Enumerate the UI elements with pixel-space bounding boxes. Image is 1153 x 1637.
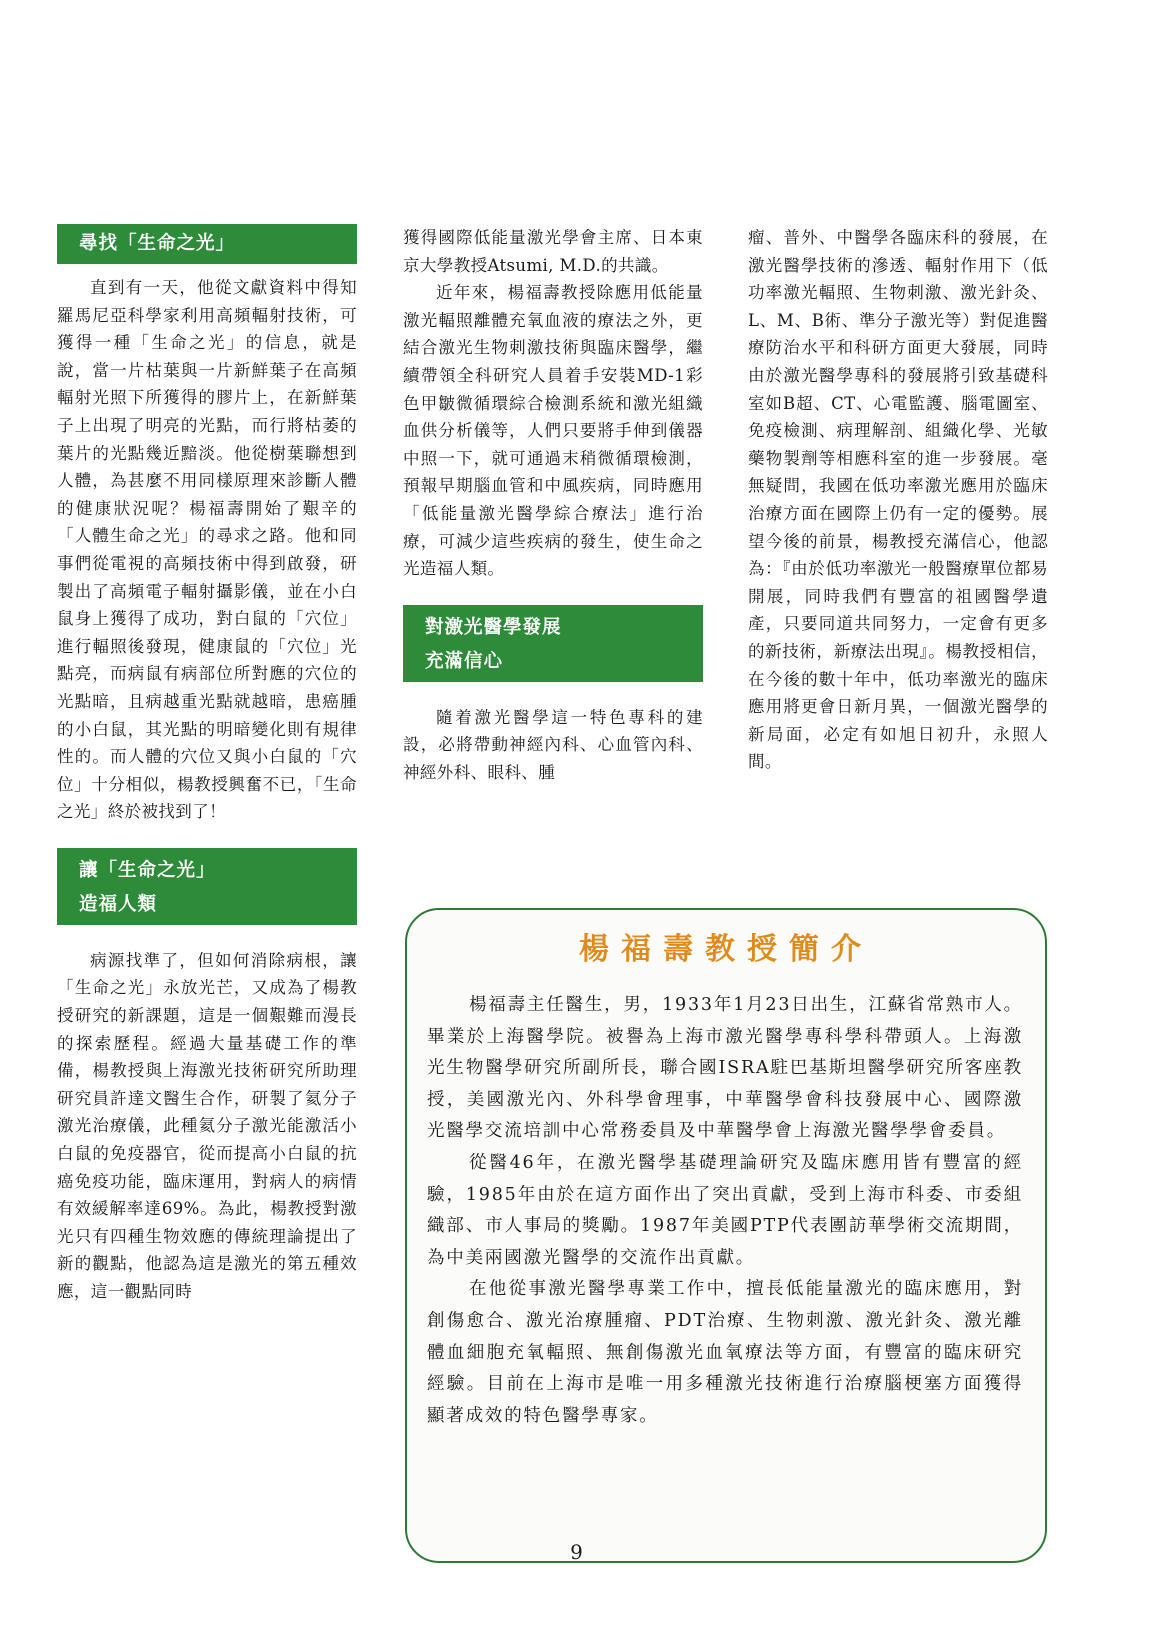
article-paragraph: 近年來，楊福壽教授除應用低能量激光輻照離體充氧血液的療法之外，更結合激光生物刺激技術與臨床醫學，繼續帶領全科研究人員着手安裝MD-1彩色甲皺微循環綜合檢測系統和激光組織血供分析儀等，人們只要將手伸到儀器中照一下，就可通過末稍微循環檢測，預報早期腦血管和中風疾病，同時應用「低能量激光醫學綜合療法」進行治療，可減少這些疾病的發生，使生命之光造福人類。 [403,283,703,579]
profile-paragraph: 楊福壽主任醫生，男，1933年1月23日出生，江蘇省常熟市人。畢業於上海醫學院。被譽為上海市激光醫學專科學科帶頭人。上海激光生物醫學研究所副所長，聯合國ISRA駐巴基斯坦醫學研究所客座教授，美國激光內、外科學會理事，中華醫學會科技發展中心、國際激光醫學交流培訓中心常務委員及中華醫學會上海激光醫學學會委員。 [427,995,1023,1142]
heading-line: 充滿信心 [425,650,504,672]
column-2 [403,224,703,787]
heading-line: 造福人類 [79,893,158,915]
column-1 [57,224,357,1306]
article-paragraph: 瘤、普外、中醫學各臨床科的發展，在激光醫學技術的滲透、輻射作用下（低功率激光輻照、生物刺激、激光針灸、L、M、B術、準分子激光等）對促進醫療防治水平和科研方面更大發展，同時由於激光醫學專科的發展將引致基礎科室如B超、CT、心電監護、腦電圖室、免疫檢測、病理解剖、組織化學、光敏藥物製劑等相應科室的進一步發展。毫無疑問，我國在低功率激光應用於臨床治療方面在國際上仍有一定的優勢。展望今後的前景，楊教授充滿信心，他認為：『由於低功率激光一般醫療單位都易開展，同時我們有豐富的祖國醫學遺產，只要同道共同努力，一定會有更多的新技術，新療法出現』。楊教授相信，在今後的數十年中，低功率激光的臨床應用將更會日新月異，一個激光醫學的新局面，必定有如旭日初升，永照人間。 [748,228,1048,772]
section-heading-confidence [403,605,703,682]
article-paragraph: 隨着激光醫學這一特色專科的建設，必將帶動神經內科、心血管內科、神經外科、眼科、腫 [403,707,703,782]
profile-paragraph: 從醫46年，在激光醫學基礎理論研究及臨床應用皆有豐富的經驗，1985年由於在這方面作出了突出貢獻，受到上海市科委、市委組織部、市人事局的獎勵。1987年美國PTP代表團訪華學術交流期間，為中美兩國激光醫學的交流作出貢獻。 [427,1152,1023,1268]
article-paragraph: 直到有一天，他從文獻資料中得知羅馬尼亞科學家利用高頻輻射技術，可獲得一種「生命之光」的信息，就是說，當一片枯葉與一片新鮮葉子在高頻輻射光照下所獲得的膠片上，在新鮮葉子上出現了明亮的光點，而行將枯萎的葉片的光點幾近黯淡。他從樹葉聯想到人體，為甚麼不用同樣原理來診斷人體的健康狀況呢？楊福壽開始了艱辛的「人體生命之光」的尋求之路。他和同事們從電視的高頻技術中得到啟發，研製出了高頻電子輻射攝影儀，並在小白鼠身上獲得了成功，對白鼠的「穴位」進行輻照後發現，健康鼠的「穴位」光點亮，而病鼠有病部位所對應的穴位的光點暗，且病越重光點就越暗，患癌腫的小白鼠，其光點的明暗變化則有規律性的。而人體的穴位又與小白鼠的「穴位」十分相似，楊教授興奮不已，「生命之光」終於被找到了！ [57,278,357,822]
profile-paragraph: 在他從事激光醫學專業工作中，擅長低能量激光的臨床應用，對創傷愈合、激光治療腫瘤、PDT治療、生物刺激、激光針灸、激光離體血細胞充氧輻照、無創傷激光血氧療法等方面，有豐富的臨床研究經驗。目前在上海市是唯一用多種激光技術進行治療腦梗塞方面獲得顯著成效的特色醫學專家。 [427,1279,1023,1426]
heading-line: 讓「生命之光」 [79,859,216,881]
article-paragraph: 獲得國際低能量激光學會主席、日本東京大學教授Atsumi, M.D.的共識。 [403,228,703,275]
page-number: 9 [570,1540,583,1564]
section-heading-find-light: 尋找「生命之光」 [57,224,357,264]
profile-title: 楊福壽教授簡介 [579,932,873,967]
article-paragraph: 病源找準了，但如何消除病根，讓「生命之光」永放光芒，又成為了楊教授研究的新課題，這是一個艱難而漫長的探索歷程。經過大量基礎工作的準備，楊教授與上海激光技術研究所助理研究員許達文醫生合作，研製了氦分子激光治療儀，此種氦分子激光能激活小白鼠的免疫器官，從而提高小白鼠的抗癌免疫功能，臨床運用，對病人的病情有效緩解率達69%。為此，楊教授對激光只有四種生物效應的傳統理論提出了新的觀點，他認為這是激光的第五種效應，這一觀點同時 [57,950,357,1301]
heading-line: 對激光醫學發展 [425,616,562,638]
profile-body [427,990,1023,1432]
column-3 [748,224,1048,776]
profile-box [405,908,1047,1563]
section-heading-benefit-mankind [57,848,357,925]
